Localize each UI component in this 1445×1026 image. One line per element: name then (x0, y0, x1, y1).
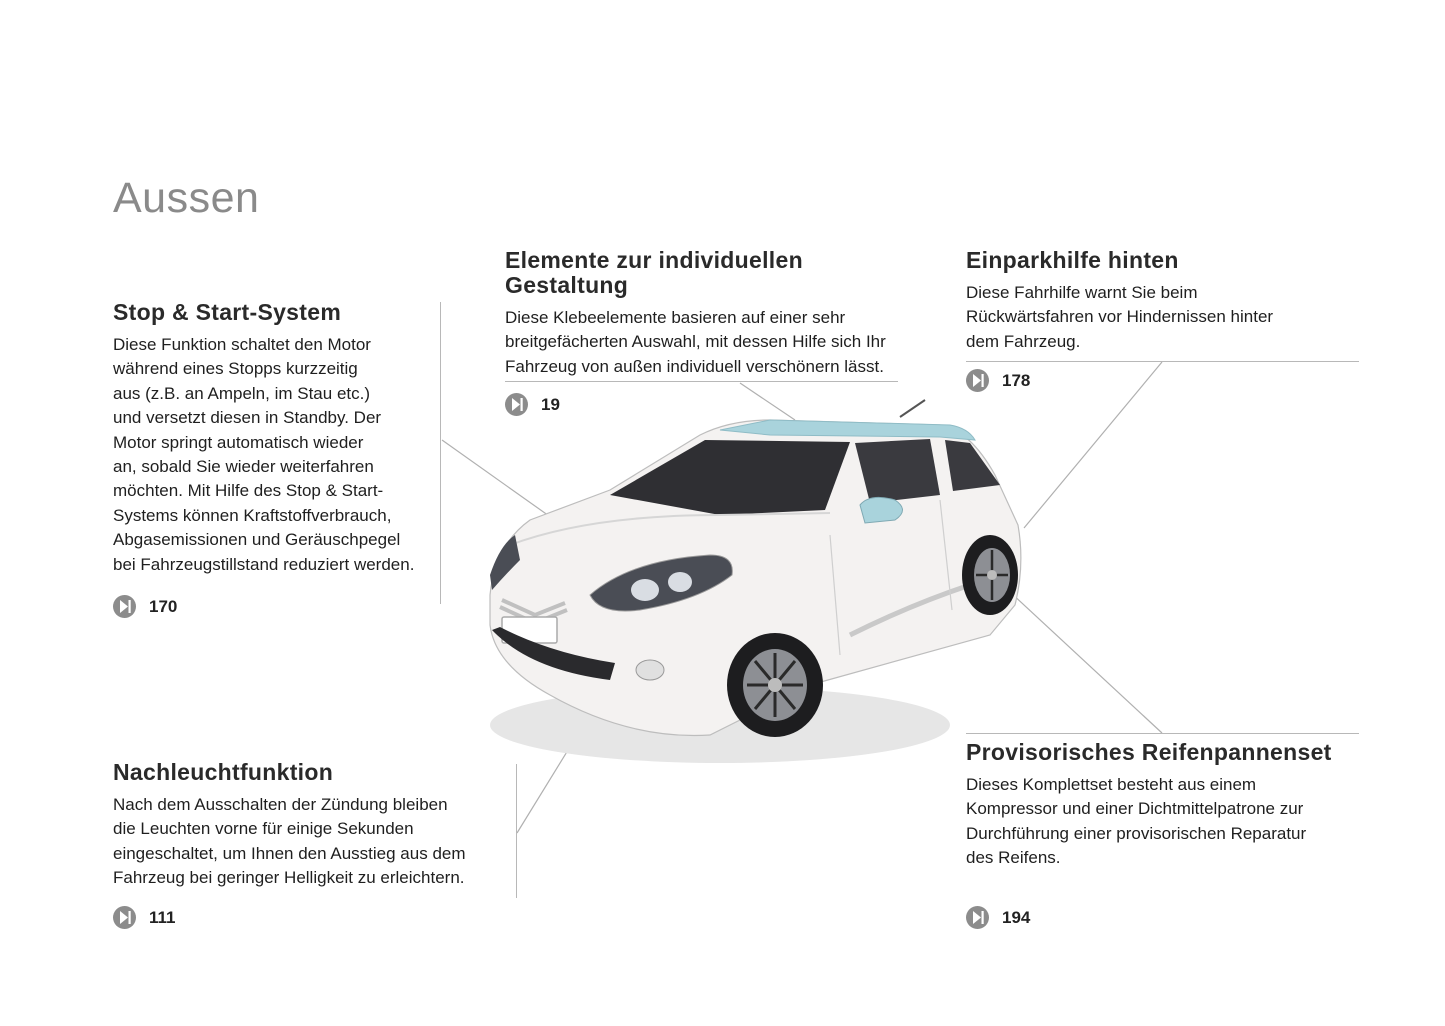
text-line: eingeschaltet, um Ihnen den Ausstieg aus dem (113, 843, 466, 863)
section-heading (505, 248, 905, 298)
text-line: Durchführung einer provisorischen Reparatur (966, 823, 1307, 843)
page-reference-arrow-icon (966, 369, 989, 392)
divider (440, 302, 441, 604)
page-reference-arrow-icon (113, 906, 136, 929)
section-text (966, 281, 1366, 354)
text-line: Abgasemissionen und Geräuschpegel (113, 530, 401, 550)
section-text (505, 306, 905, 379)
page-reference-arrow-icon (113, 595, 136, 618)
text-line: Rückwärtsfahren vor Hindernissen hinter (966, 307, 1274, 327)
section-text (966, 773, 1386, 871)
car-illustration (470, 395, 1030, 775)
text-line: Systems können Kraftstoffverbrauch, (113, 505, 392, 525)
section-text (113, 333, 443, 577)
text-line: Diese Funktion schaltet den Motor (113, 335, 371, 354)
section-nachleucht (113, 760, 523, 891)
text-line: und versetzt diesen in Standby. Der (113, 408, 382, 428)
page-number: 19 (541, 394, 560, 414)
heading-line: Gestaltung (505, 272, 629, 298)
page-number: 170 (149, 596, 178, 616)
text-line: aus (z.B. an Ampeln, im Stau etc.) (113, 383, 371, 403)
divider (516, 764, 517, 898)
text-line: breitgefächerten Auswahl, mit dessen Hilfe sich Ihr (505, 332, 886, 352)
page-reference-link[interactable] (966, 906, 1030, 929)
page-reference-link[interactable] (113, 595, 177, 618)
section-heading: Nachleuchtfunktion (113, 759, 334, 785)
text-line: an, sobald Sie wieder weiterfahren (113, 457, 374, 477)
text-line: Diese Klebeelemente basieren auf einer sehr (505, 308, 846, 327)
page-number: 178 (1002, 370, 1031, 390)
text-line: bei Fahrzeugstillstand reduziert werden. (113, 554, 415, 574)
text-line: Dieses Komplettset besteht aus einem (966, 775, 1257, 794)
page-reference-arrow-icon (966, 906, 989, 929)
text-line: Nach dem Ausschalten der Zündung bleiben (113, 795, 448, 814)
page-number: 194 (1002, 907, 1031, 927)
divider (505, 381, 898, 382)
text-line: Fahrzeug bei geringer Helligkeit zu erleichtern. (113, 868, 465, 888)
text-line: während eines Stopps kurzzeitig (113, 359, 358, 379)
page-reference-link[interactable] (113, 906, 176, 929)
page-title: Aussen (113, 174, 260, 222)
section-einparkhilfe (966, 248, 1366, 354)
section-heading: Einparkhilfe hinten (966, 247, 1179, 273)
text-line: die Leuchten vorne für einige Sekunden (113, 819, 414, 839)
divider (966, 361, 1359, 362)
text-line: Kompressor und einer Dichtmittelpatrone zur (966, 799, 1304, 819)
page-number: 111 (149, 907, 176, 927)
section-elemente (505, 248, 905, 379)
page-reference-link[interactable] (966, 369, 1030, 392)
text-line: des Reifens. (966, 848, 1061, 868)
text-line: Motor springt automatisch wieder (113, 432, 364, 452)
text-line: Diese Fahrhilfe warnt Sie beim (966, 283, 1198, 302)
text-line: dem Fahrzeug. (966, 331, 1081, 351)
section-text (113, 793, 523, 891)
section-heading: Stop & Start-System (113, 299, 342, 325)
heading-line: Elemente zur individuellen (505, 247, 803, 273)
text-line: Fahrzeug von außen individuell verschönern lässt. (505, 356, 884, 376)
text-line: möchten. Mit Hilfe des Stop & Start- (113, 481, 384, 501)
section-stop-start (113, 300, 443, 577)
section-heading: Provisorisches Reifenpannenset (966, 739, 1332, 765)
